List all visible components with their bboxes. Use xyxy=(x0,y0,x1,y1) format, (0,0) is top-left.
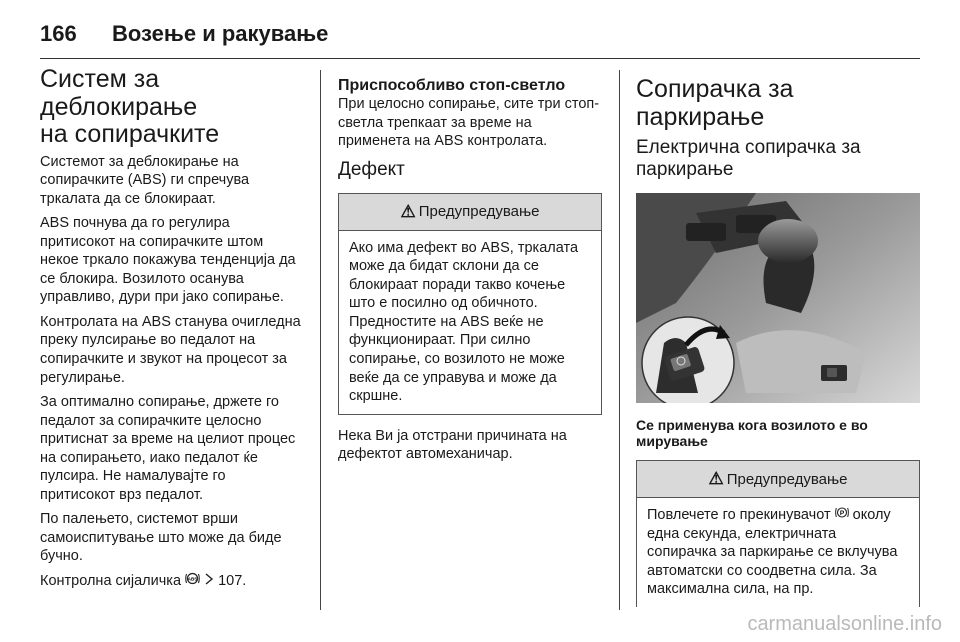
parking-brake-switch-photo xyxy=(636,193,920,403)
page-header xyxy=(40,14,328,54)
paragraph: Контролата на ABS станува очигледна преку пулсирање во педалот на сопирачките и звукот на процесот за регулирање. xyxy=(40,313,301,386)
svg-text:ABS: ABS xyxy=(187,576,198,582)
warning-box-parking xyxy=(636,460,920,607)
watermark: carmanualsonline.info xyxy=(747,613,942,635)
paragraph: ABS почнува да го регулира притисокот на сопирачките штом некое тркало покажува тенденција да се блокира. Возилото осанува управливо, дури при јако сопирање. xyxy=(40,215,296,306)
header-rule xyxy=(40,58,920,59)
warning-header: ⚠ Предупредување xyxy=(339,194,601,231)
abs-warning-icon xyxy=(185,572,200,590)
section-title-abs: Систем за деблокирање на сопирачките xyxy=(40,65,220,148)
parking-brake-switch-icon xyxy=(835,506,849,524)
svg-text:P: P xyxy=(839,510,844,518)
section-title-parking-brake: Сопирачка за паркирање xyxy=(636,75,794,131)
paragraph: За оптимално сопирање, држете го педалот за сопирачките целосно притиснат за време на целиот процес на сопирањето, иако педалот ќе пулсира. Не намалувајте го притисокот врз педалот. xyxy=(40,394,296,503)
warning-box xyxy=(338,193,602,415)
column-divider-2 xyxy=(619,70,620,610)
heading-defect: Дефект xyxy=(338,158,405,180)
subtitle-adaptive-brake-light: Приспособливо стоп-светло xyxy=(338,77,566,94)
warning-text: Ако има дефект во ABS, тркалата може да бидат склони да се блокираат поради такво кочење што е посилно од обичното. Предностите на ABS веќе не функционираат. При силно сопирање, со возилото не може веќе да се управува и може да скршне. xyxy=(349,239,579,405)
paragraph: Системот за деблокирање на сопирачките (ABS) ги спречува тркалата да се блокираат. xyxy=(40,153,250,207)
column-brake-light xyxy=(338,66,602,470)
page-number: 166 xyxy=(40,21,77,46)
warning-header: ⚠ Предупредување xyxy=(637,461,919,498)
warning-text: Повлечете го прекинувачот P околу една секунда, електричната сопирачка за паркирање се вклучува автоматски со соодветна сила. За максимална сила, на пр. xyxy=(647,507,898,598)
column-abs xyxy=(40,66,302,597)
warning-triangle-icon: ⚠ xyxy=(708,469,724,489)
warning-triangle-icon: ⚠ xyxy=(400,201,416,221)
column-parking-brake xyxy=(636,66,920,607)
paragraph: Нека Ви ја отстрани причината на дефектот автомеханичар. xyxy=(338,427,567,463)
column-divider-1 xyxy=(320,70,321,610)
paragraph: По палењето, системот врши самоиспитување што може да биде бучно. xyxy=(40,511,282,565)
chapter-title: Возење и ракување xyxy=(112,21,329,46)
paragraph-control-lamp: Контролна сијаличка ABS 107. xyxy=(40,572,247,589)
paragraph: При целосно сопирање, сите три стоп-светла трепкаат за време на применета на ABS контролата. xyxy=(338,96,600,150)
subtitle-electric-parking-brake: Електрична сопирачка за паркирање xyxy=(636,137,861,180)
image-caption: Се применува кога возилото е во мирување xyxy=(636,416,868,450)
page-reference-arrow-icon[interactable] xyxy=(204,573,214,590)
